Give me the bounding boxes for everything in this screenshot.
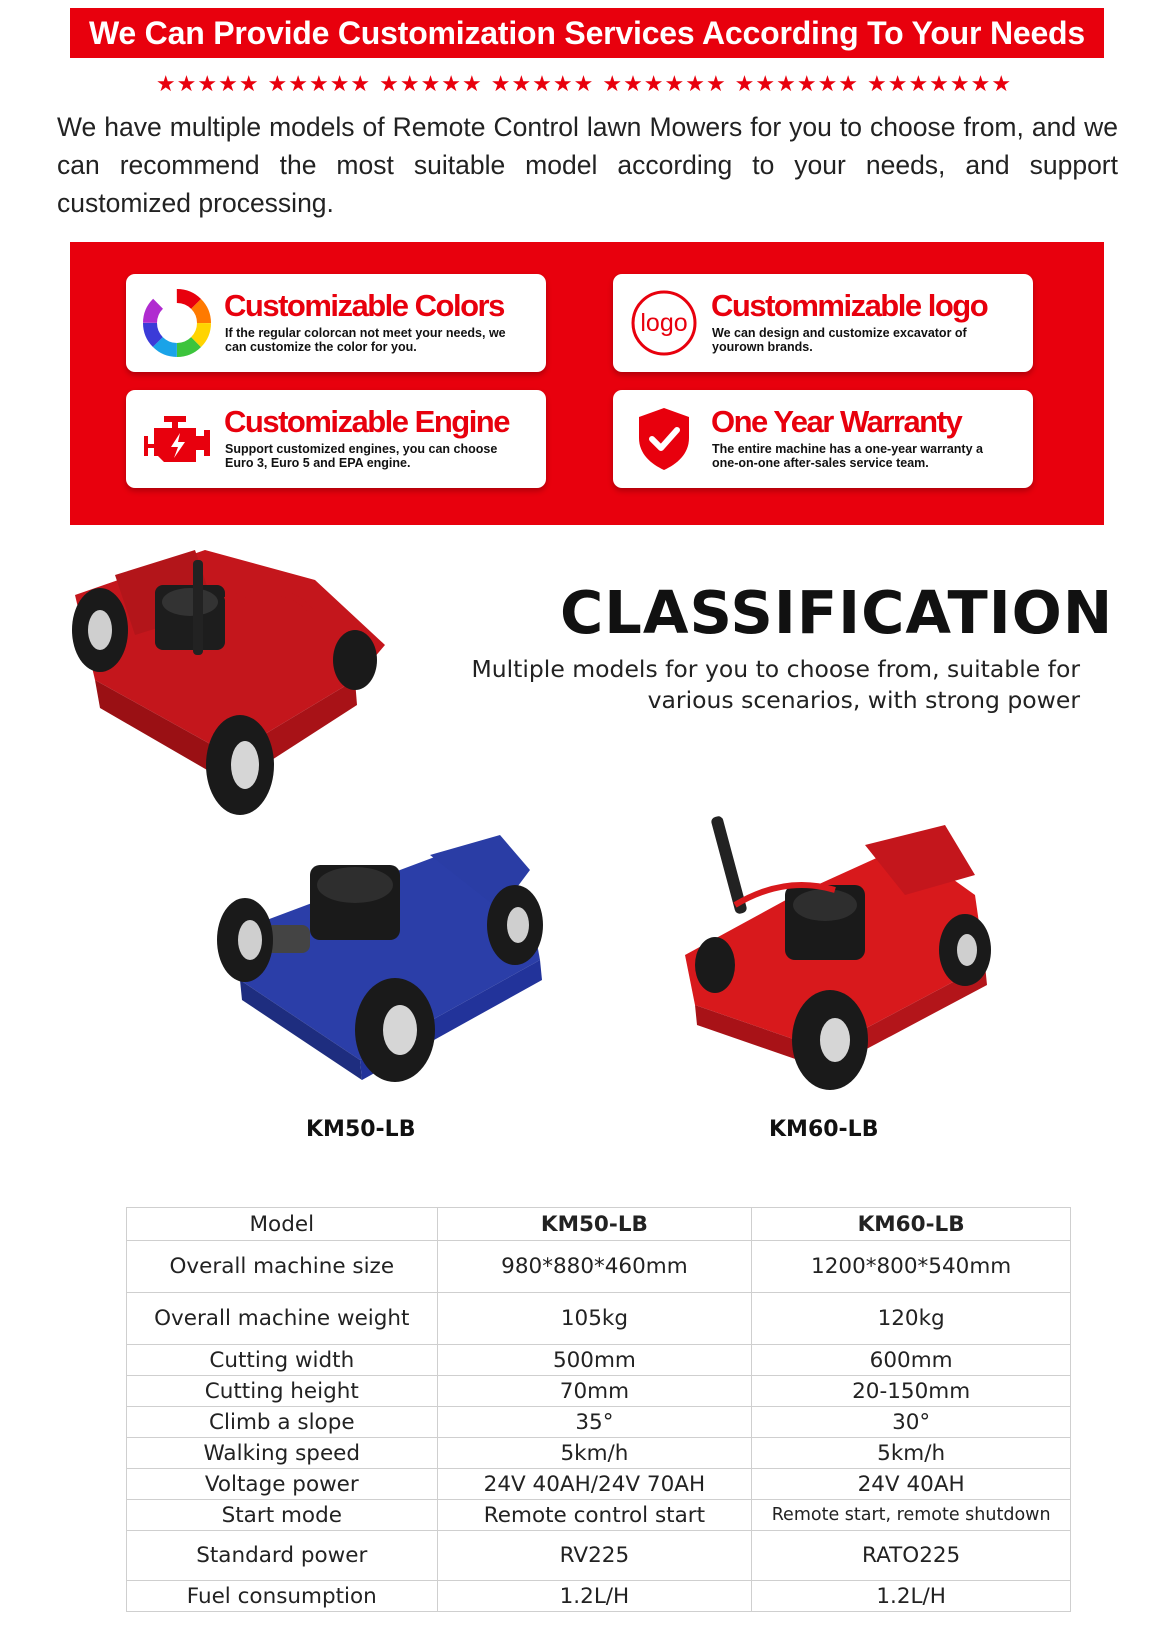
- table-cell: Voltage power: [127, 1469, 438, 1500]
- feature-card-engine: [126, 390, 546, 488]
- table-cell: 105kg: [437, 1293, 752, 1345]
- table-cell: Model: [127, 1208, 438, 1241]
- customization-banner: We Can Provide Customization Services According To Your Needs: [70, 8, 1104, 58]
- table-cell: KM60-LB: [752, 1208, 1071, 1241]
- spec-table: [126, 1207, 1071, 1612]
- table-cell: RATO225: [752, 1531, 1071, 1581]
- table-cell: 24V 40AH/24V 70AH: [437, 1469, 752, 1500]
- feature-title: Custommizable logo: [711, 288, 988, 323]
- feature-card-warranty: [613, 390, 1033, 488]
- feature-description: We can design and customize excavator of yourown brands.: [712, 326, 967, 354]
- model-label-km50: KM50-LB: [306, 1117, 416, 1142]
- table-cell: Start mode: [127, 1500, 438, 1531]
- classification-title: CLASSIFICATION: [560, 578, 1114, 647]
- table-cell: 1200*800*540mm: [752, 1241, 1071, 1293]
- shield-check-icon: [627, 402, 701, 476]
- star-divider: ★★★★★ ★★★★★ ★★★★★ ★★★★★ ★★★★★★ ★★★★★★ ★★★★★★★: [155, 72, 1013, 97]
- feature-description: The entire machine has a one-year warranty a one-on-one after-sales service team.: [712, 442, 983, 470]
- table-row: [127, 1293, 1071, 1345]
- table-cell: 600mm: [752, 1345, 1071, 1376]
- table-cell: Walking speed: [127, 1438, 438, 1469]
- table-header-row: [127, 1208, 1071, 1241]
- feature-title: Customizable Colors: [224, 288, 504, 323]
- features-panel: [70, 242, 1104, 525]
- table-cell: 30°: [752, 1407, 1071, 1438]
- table-cell: RV225: [437, 1531, 752, 1581]
- table-cell: 20-150mm: [752, 1376, 1071, 1407]
- km60-mower-image: [675, 815, 1005, 1095]
- table-cell: 500mm: [437, 1345, 752, 1376]
- table-row: [127, 1531, 1071, 1581]
- color-wheel-icon: [140, 286, 214, 360]
- feature-card-logo: [613, 274, 1033, 372]
- table-row: [127, 1581, 1071, 1612]
- table-cell: 5km/h: [437, 1438, 752, 1469]
- table-cell: 24V 40AH: [752, 1469, 1071, 1500]
- table-cell: Overall machine size: [127, 1241, 438, 1293]
- table-cell: 120kg: [752, 1293, 1071, 1345]
- table-cell: 35°: [437, 1407, 752, 1438]
- table-row: [127, 1345, 1071, 1376]
- table-cell: 980*880*460mm: [437, 1241, 752, 1293]
- table-cell: Climb a slope: [127, 1407, 438, 1438]
- table-cell: Remote start, remote shutdown: [752, 1500, 1071, 1531]
- table-cell: Cutting width: [127, 1345, 438, 1376]
- table-row: [127, 1469, 1071, 1500]
- table-cell: 1.2L/H: [752, 1581, 1071, 1612]
- table-cell: Overall machine weight: [127, 1293, 438, 1345]
- table-row: [127, 1407, 1071, 1438]
- classification-subtitle-line1: Multiple models for you to choose from, suitable for: [471, 655, 1080, 683]
- red-mower-image: [55, 540, 405, 830]
- table-cell: 1.2L/H: [437, 1581, 752, 1612]
- table-row: [127, 1500, 1071, 1531]
- feature-title: One Year Warranty: [711, 404, 962, 439]
- engine-icon: [140, 402, 214, 476]
- table-cell: Cutting height: [127, 1376, 438, 1407]
- table-row: [127, 1438, 1071, 1469]
- table-cell: Fuel consumption: [127, 1581, 438, 1612]
- table-cell: 70mm: [437, 1376, 752, 1407]
- feature-description: Support customized engines, you can choose Euro 3, Euro 5 and EPA engine.: [225, 442, 498, 470]
- feature-description: If the regular colorcan not meet your needs, we can customize the color for you.: [225, 326, 506, 354]
- table-row: [127, 1241, 1071, 1293]
- logo-badge-icon: [627, 286, 701, 360]
- table-cell: Standard power: [127, 1531, 438, 1581]
- table-cell: 5km/h: [752, 1438, 1071, 1469]
- table-cell: Remote control start: [437, 1500, 752, 1531]
- table-cell: KM50-LB: [437, 1208, 752, 1241]
- logo-badge-text: logo: [640, 309, 688, 337]
- classification-subtitle: [420, 654, 1080, 716]
- feature-card-colors: [126, 274, 546, 372]
- intro-paragraph: We have multiple models of Remote Control lawn Mowers for you to choose from, and we can recommend the most suitable model according to your needs, and support customized processing.: [57, 112, 1118, 218]
- classification-subtitle-line2: various scenarios, with strong power: [647, 686, 1080, 714]
- km50-mower-image: [200, 830, 580, 1090]
- table-row: [127, 1376, 1071, 1407]
- model-label-km60: KM60-LB: [769, 1117, 879, 1142]
- feature-title: Customizable Engine: [224, 404, 509, 439]
